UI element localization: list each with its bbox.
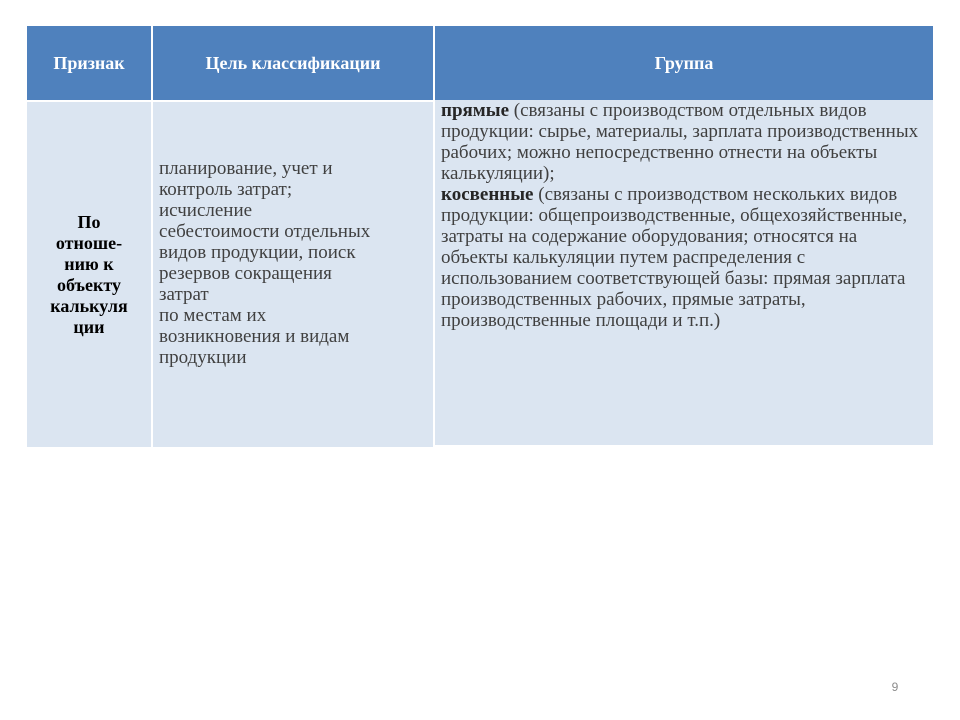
purpose-line: затрат	[159, 284, 209, 305]
purpose-line: контроль затрат;	[159, 179, 293, 200]
group-indirect-term: косвенные	[441, 184, 534, 205]
header-group: Группа	[435, 26, 933, 100]
purpose-line: резервов сокращения	[159, 263, 332, 284]
purpose-line: исчисление	[159, 200, 253, 221]
feature-line: нию к	[64, 253, 114, 274]
group-indirect	[441, 184, 927, 331]
purpose-line: возникновения и видам	[159, 326, 350, 347]
purpose-line: по местам их	[159, 305, 267, 326]
feature-line: объекту	[56, 274, 121, 295]
cell-purpose	[153, 102, 433, 447]
purpose-line: себестоимости отдельных	[159, 221, 371, 242]
cell-group	[435, 100, 933, 445]
group-direct-term: прямые	[441, 100, 510, 121]
group-direct	[441, 100, 927, 184]
page-number: 9	[891, 680, 899, 694]
cell-feature	[27, 102, 151, 447]
group-direct-text: (связаны с производством отдельных видов продукции: сырье, материалы, зарплата производственных рабочих; можно непосредственно отнести на объекты калькуляции);	[441, 100, 919, 184]
header-feature: Признак	[27, 26, 151, 100]
group-indirect-text: (связаны с производством нескольких видов продукции: общепроизводственные, общехозяйственные, затраты на содержание оборудования; относятся на объекты калькуляции путем распределения с использованием соответствующей базы: прямая зарплата производственных рабочих, прямые затраты, производственные площади и т.п.)	[441, 184, 908, 331]
feature-line: отноше-	[55, 232, 123, 253]
feature-line: По	[77, 211, 101, 232]
purpose-line: видов продукции, поиск	[159, 242, 356, 263]
purpose-line: планирование, учет и	[159, 158, 333, 179]
header-purpose: Цель классификации	[153, 26, 433, 100]
feature-line: ции	[73, 316, 105, 337]
feature-line: калькуля	[50, 295, 128, 316]
purpose-line: продукции	[159, 347, 247, 368]
classification-table	[27, 26, 933, 447]
